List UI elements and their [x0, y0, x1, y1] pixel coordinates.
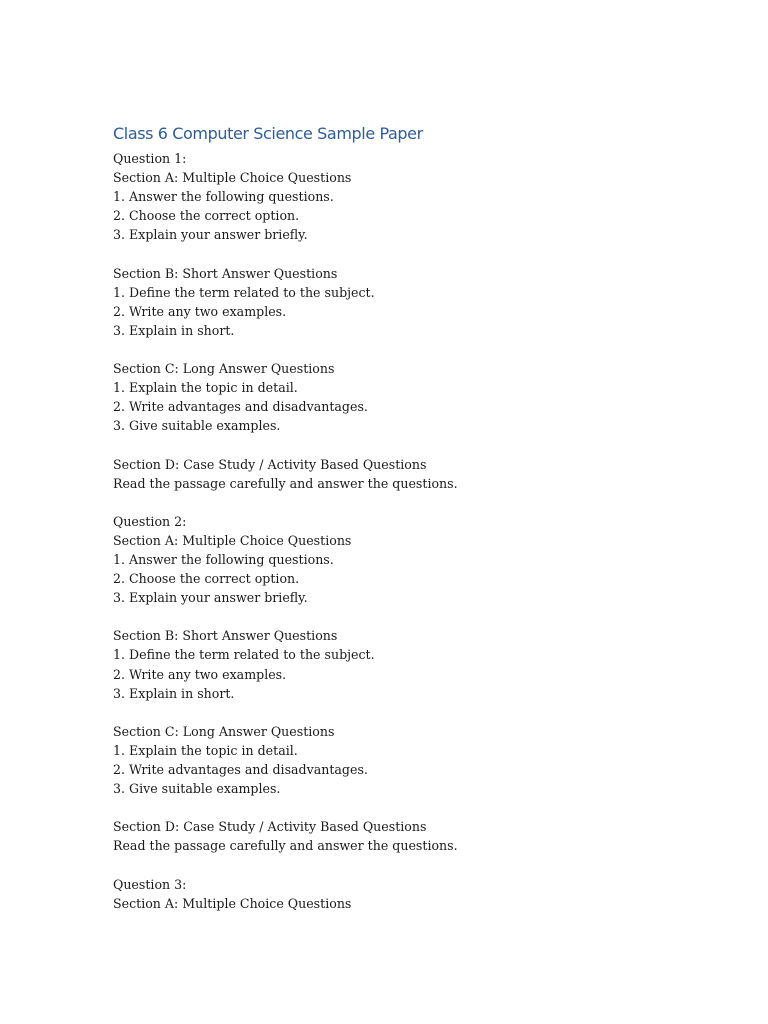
- numbered-item: 2. Choose the correct option.: [113, 208, 300, 224]
- section-heading: Section A: Multiple Choice Questions: [113, 170, 352, 186]
- numbered-item: 2. Write advantages and disadvantages.: [113, 762, 368, 777]
- blank-line: [113, 493, 713, 512]
- numbered-item: 1. Answer the following questions.: [113, 551, 334, 567]
- blank-line: [113, 798, 713, 817]
- blank-line: [113, 607, 713, 626]
- numbered-item: 3. Give suitable examples.: [113, 781, 281, 797]
- numbered-item: 2. Write advantages and disadvantages.: [113, 399, 368, 415]
- instruction-line: Read the passage carefully and answer the questions.: [113, 475, 458, 491]
- section-heading: Section C: Long Answer Questions: [113, 723, 335, 739]
- numbered-item: 1. Define the term related to the subject.: [113, 284, 375, 300]
- numbered-item: 1. Define the term related to the subject.: [113, 647, 375, 663]
- question-heading: Question 1:: [113, 151, 187, 166]
- numbered-item: 3. Explain your answer briefly.: [113, 590, 308, 606]
- numbered-item: 3. Give suitable examples.: [113, 418, 281, 434]
- blank-line: [113, 435, 713, 454]
- numbered-item: 2. Choose the correct option.: [113, 571, 300, 587]
- numbered-item: 2. Write any two examples.: [113, 666, 287, 682]
- numbered-item: 3. Explain in short.: [113, 685, 235, 701]
- document-title: Class 6 Computer Science Sample Paper: [113, 124, 423, 143]
- section-heading: Section A: Multiple Choice Questions: [113, 532, 352, 548]
- numbered-item: 1. Answer the following questions.: [113, 189, 334, 205]
- numbered-item: 1. Explain the topic in detail.: [113, 742, 298, 758]
- numbered-item: 3. Explain in short.: [113, 322, 235, 338]
- question-heading: Question 3:: [113, 876, 187, 892]
- instruction-line: Read the passage carefully and answer the questions.: [113, 838, 458, 854]
- section-heading: Section A: Multiple Choice Questions: [113, 895, 352, 911]
- section-heading: Section D: Case Study / Activity Based Questions: [113, 819, 427, 835]
- numbered-item: 2. Write any two examples.: [113, 303, 287, 319]
- numbered-item: 1. Explain the topic in detail.: [113, 380, 298, 396]
- section-heading: Section B: Short Answer Questions: [113, 628, 338, 644]
- section-heading: Section D: Case Study / Activity Based Questions: [113, 456, 427, 472]
- blank-line: [113, 244, 713, 263]
- numbered-item: 3. Explain your answer briefly.: [113, 227, 308, 243]
- blank-line: [113, 855, 713, 874]
- question-heading: Question 2:: [113, 513, 187, 529]
- document-body: [113, 149, 713, 913]
- section-heading: Section C: Long Answer Questions: [113, 361, 335, 377]
- blank-line: [113, 703, 713, 722]
- section-heading: Section B: Short Answer Questions: [113, 265, 338, 281]
- blank-line: [113, 340, 713, 359]
